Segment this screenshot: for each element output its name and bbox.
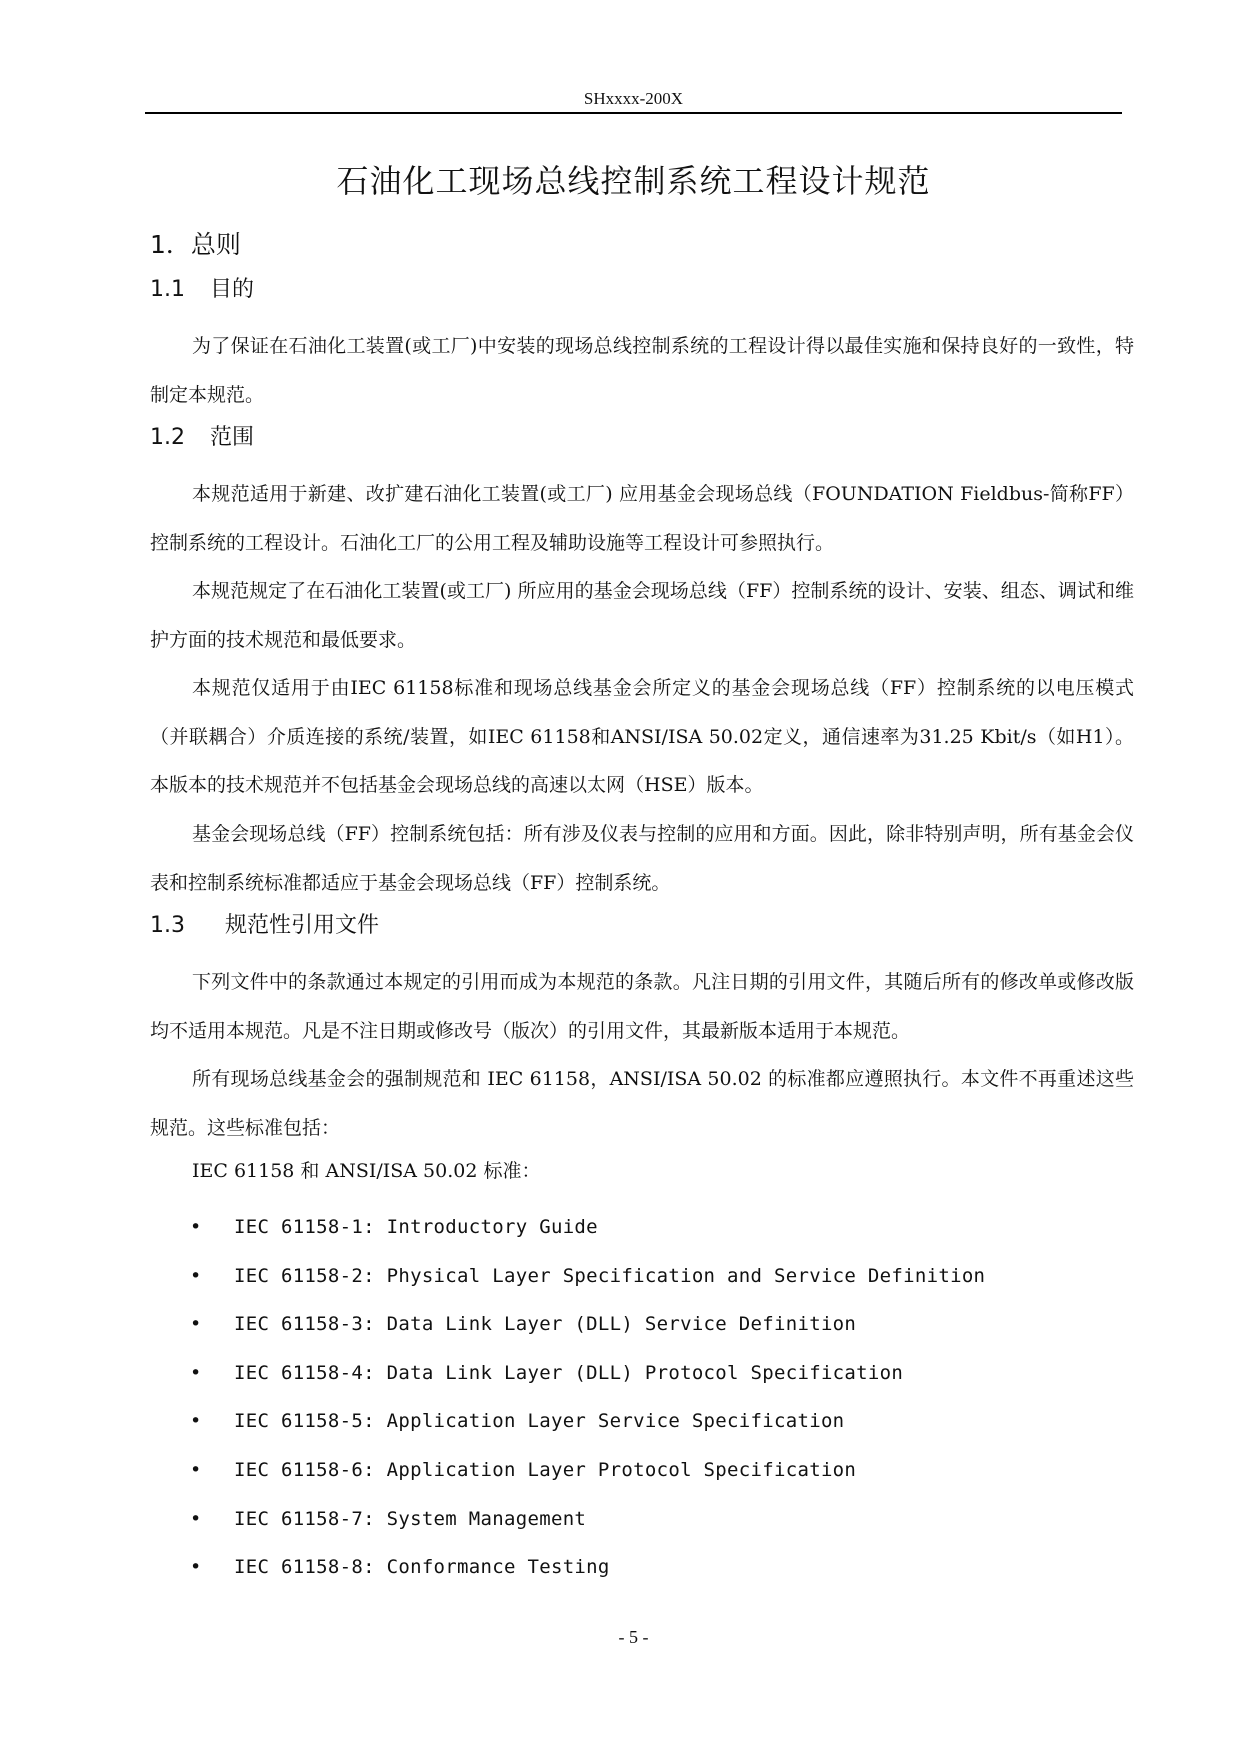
bullet-icon: • <box>190 1361 202 1384</box>
normative-refs-paragraph-2: 所有现场总线基金会的强制规范和 IEC 61158，ANSI/ISA 50.02 的标准都应遵照执行。本文件不再重述这些规范。这些标准包括： <box>150 1068 1134 1139</box>
normative-refs-paragraph-1: 下列文件中的条款通过本规定的引用而成为本规范的条款。凡注日期的引用文件，其随后所有的修改单或修改版均不适用本规范。凡是不注日期或修改号（版次）的引用文件，其最新版本适用于本规范。 <box>150 971 1134 1042</box>
reference-list <box>150 1209 985 1598</box>
list-item <box>150 1355 985 1404</box>
reference-text: IEC 61158-7: System Management <box>234 1507 587 1530</box>
section-number: 1.3 <box>150 913 185 938</box>
list-item <box>150 1549 985 1598</box>
standards-list-intro: IEC 61158 和 ANSI/ISA 50.02 标准： <box>192 1160 541 1182</box>
scope-paragraph-2: 本规范规定了在石油化工装置(或工厂) 所应用的基金会现场总线（FF）控制系统的设计、安装、组态、调试和维护方面的技术规范和最低要求。 <box>150 580 1134 651</box>
list-item <box>150 1258 985 1307</box>
bullet-icon: • <box>190 1410 202 1433</box>
list-item <box>150 1452 985 1501</box>
bullet-icon: • <box>190 1313 202 1336</box>
bullet-icon: • <box>190 1216 202 1238</box>
scope-paragraph-4: 基金会现场总线（FF）控制系统包括：所有涉及仪表与控制的应用和方面。因此，除非特别声明，所有基金会仪表和控制系统标准都适应于基金会现场总线（FF）控制系统。 <box>150 823 1134 894</box>
section-number: 1.2 <box>150 425 185 450</box>
list-item <box>150 1306 985 1355</box>
section-title: 范围 <box>210 425 255 450</box>
bullet-icon: • <box>190 1507 202 1530</box>
section-title: 规范性引用文件 <box>225 913 380 938</box>
header-rule <box>145 112 1122 114</box>
reference-text: IEC 61158-3: Data Link Layer (DLL) Service Definition <box>234 1313 857 1336</box>
section-number: 1.1 <box>150 277 185 302</box>
section-1-3-heading <box>150 908 379 944</box>
bullet-icon: • <box>190 1264 202 1287</box>
document-title: 石油化工现场总线控制系统工程设计规范 <box>336 162 931 200</box>
reference-text: IEC 61158-8: Conformance Testing <box>234 1556 610 1579</box>
reference-text: IEC 61158-1: Introductory Guide <box>234 1216 598 1238</box>
reference-text: IEC 61158-6: Application Layer Protocol Specification <box>234 1458 857 1481</box>
purpose-paragraph: 为了保证在石油化工装置(或工厂)中安装的现场总线控制系统的工程设计得以最佳实施和保持良好的一致性，特制定本规范。 <box>150 335 1134 406</box>
page-number: - 5 - <box>618 1627 649 1647</box>
bullet-icon: • <box>190 1556 202 1579</box>
reference-text: IEC 61158-5: Application Layer Service Specification <box>234 1410 845 1433</box>
list-item <box>150 1403 985 1452</box>
scope-paragraph-1: 本规范适用于新建、改扩建石油化工装置(或工厂) 应用基金会现场总线（FOUNDATION Fieldbus-简称FF）控制系统的工程设计。石油化工厂的公用工程及辅助设施等工程设计可参照执行。 <box>150 483 1134 554</box>
section-1-2-heading <box>150 420 254 456</box>
scope-paragraph-3: 本规范仅适用于由IEC 61158标准和现场总线基金会所定义的基金会现场总线（FF）控制系统的以电压模式（并联耦合）介质连接的系统/装置，如IEC 61158和ANSI/ISA 50.02定义，通信速率为31.25 Kbit/s（如H1）。本版本的技术规范并不包括基金会现场总线的高速以太网（HSE）版本。 <box>150 677 1134 796</box>
section-1-1-heading <box>150 272 254 308</box>
list-item <box>150 1209 985 1258</box>
bullet-icon: • <box>190 1458 202 1481</box>
reference-text: IEC 61158-2: Physical Layer Specification and Service Definition <box>234 1264 986 1287</box>
page-header: SHxxxx-200X <box>583 89 684 108</box>
list-item <box>150 1501 985 1550</box>
reference-text: IEC 61158-4: Data Link Layer (DLL) Protocol Specification <box>234 1361 904 1384</box>
section-1-heading: 1．总则 <box>150 230 241 259</box>
section-title: 目的 <box>210 277 255 302</box>
